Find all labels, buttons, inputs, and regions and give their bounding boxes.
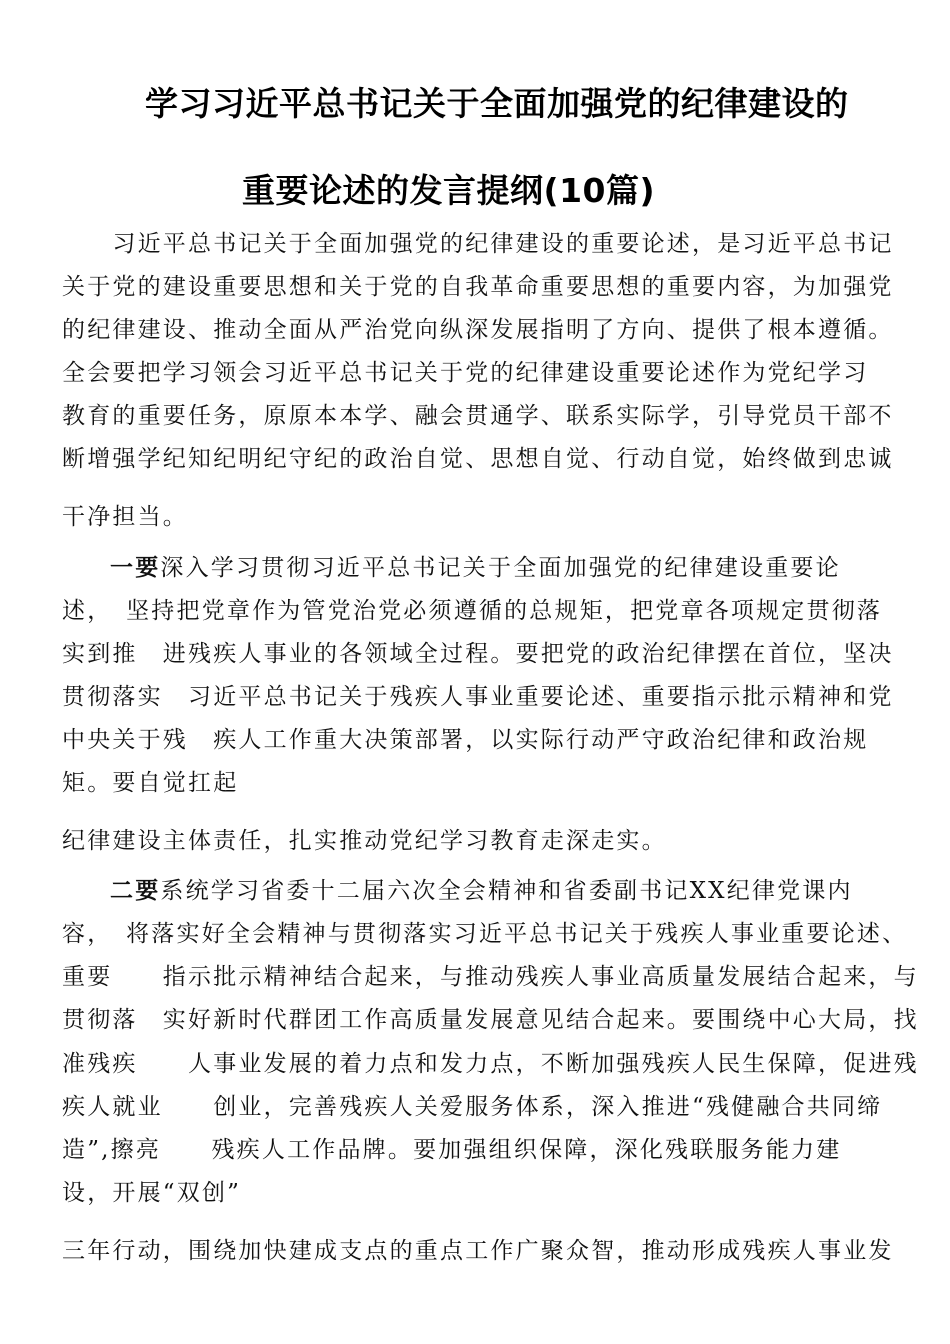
- intro-line: 全会要把学习领会习近平总书记关于党的纪律建设重要论述作为党纪学习: [62, 360, 869, 386]
- section1-first-text: 深入学习贯彻习近平总书记关于全面加强党的纪律建设重要论: [160, 555, 841, 581]
- section1-line: 述， 坚持把党章作为管党治党必须遵循的总规矩，把党章各项规定贯彻落: [62, 598, 883, 624]
- section2-line: 三年行动，围绕加快建成支点的重点工作广聚众智，推动形成残疾人事业发: [62, 1238, 894, 1264]
- intro-line: 断增强学纪知纪明纪守纪的政治自觉、思想自觉、行动自觉，始终做到忠诚: [62, 446, 894, 472]
- section1-line: 纪律建设主体责任，扎实推动党纪学习教育走深走实。: [62, 828, 667, 854]
- intro-line: 干净担当。: [62, 504, 188, 530]
- section2-first-line: [110, 876, 853, 906]
- section2-first-text: 系统学习省委十二届六次全会精神和省委副书记XX纪律党课内: [160, 878, 853, 904]
- section1-line: 实到推 进残疾人事业的各领域全过程。要把党的政治纪律摆在首位，坚决: [62, 641, 894, 667]
- section2-line: 造”,擦亮 残疾人工作品牌。要加强组织保障，深化残联服务能力建: [62, 1137, 842, 1163]
- section1-line: 中央关于残 疾人工作重大决策部署，以实际行动严守政治纪律和政治规: [62, 727, 869, 753]
- intro-line: 习近平总书记关于全面加强党的纪律建设的重要论述，是习近平总书记: [62, 231, 894, 257]
- intro-line: 关于党的建设重要思想和关于党的自我革命重要思想的重要内容，为加强党: [62, 274, 894, 300]
- section2-line: 容， 将落实好全会精神与贯彻落实习近平总书记关于残疾人事业重要论述、: [62, 921, 908, 947]
- section2-line: 重要 指示批示精神结合起来，与推动残疾人事业高质量发展结合起来，与: [62, 964, 919, 990]
- intro-line: 的纪律建设、推动全面从严治党向纵深发展指明了方向、提供了根本遵循。: [62, 317, 894, 343]
- section2-line: 疾人就业 创业，完善残疾人关爱服务体系，深入推进“残健融合共同缔: [62, 1094, 883, 1120]
- title-line-1: 学习习近平总书记关于全面加强党的纪律建设的: [145, 84, 849, 123]
- intro-line: 教育的重要任务，原原本本学、融会贯通学、联系实际学，引导党员干部不: [62, 403, 894, 429]
- section1-line: 贯彻落实 习近平总书记关于残疾人事业重要论述、重要指示批示精神和党: [62, 684, 894, 710]
- section1-line: 矩。要自觉扛起: [62, 770, 239, 796]
- title-line-2: 重要论述的发言提纲(10篇): [242, 171, 656, 210]
- section1-first-line: [110, 553, 841, 583]
- section1-lead: 一要: [110, 554, 161, 581]
- section2-line: 准残疾 人事业发展的着力点和发力点，不断加强残疾人民生保障，促进残: [62, 1051, 919, 1077]
- section2-line: 贯彻落 实好新时代群团工作高质量发展意见结合起来。要围绕中心大局，找: [62, 1007, 919, 1033]
- section2-lead: 二要: [110, 877, 161, 904]
- section2-line: 设，开展“双创”: [62, 1180, 242, 1206]
